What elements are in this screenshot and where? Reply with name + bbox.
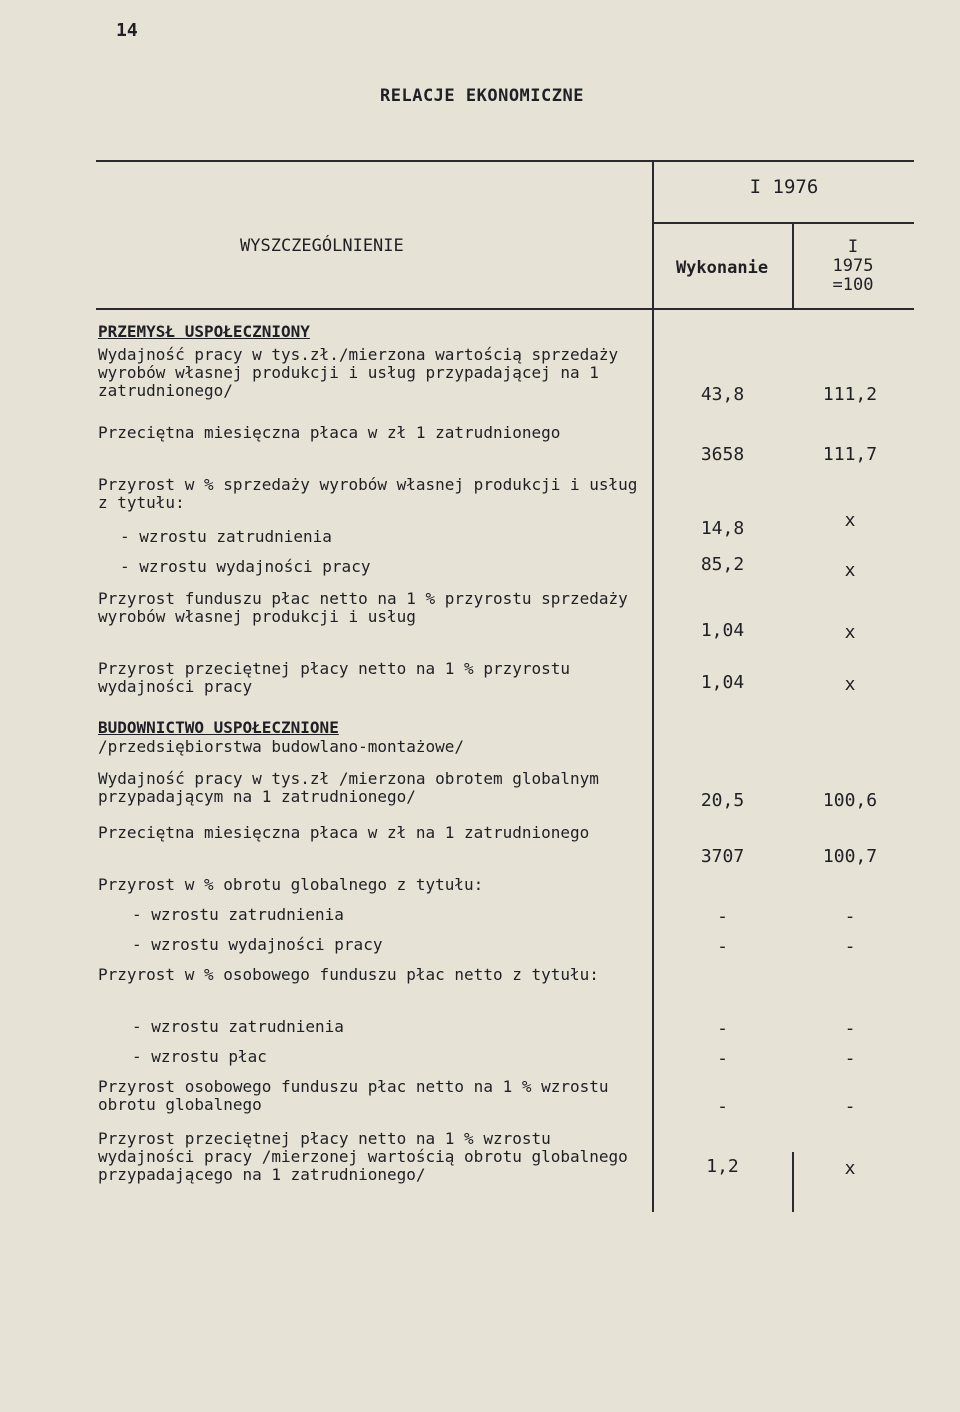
index-header-line1: I xyxy=(847,237,859,257)
row-label: Przyrost przeciętnej płacy netto na 1 % przyrostu wydajności pracy xyxy=(98,659,580,696)
row-value-execution: 3658 xyxy=(700,444,745,465)
row-label: Przyrost w % obrotu globalnego z tytułu: xyxy=(98,875,484,894)
header-bottom-rule xyxy=(96,308,914,310)
row-value-index: - xyxy=(844,936,856,957)
row-value-index: x xyxy=(844,622,856,643)
row-label: Przyrost osobowego funduszu płac netto na 1 % wzrostu obrotu globalnego xyxy=(98,1077,619,1114)
row-value-execution: 1,04 xyxy=(700,620,745,641)
row-label: Przeciętna miesięczna płaca w zł na 1 zatrudnionego xyxy=(98,823,590,842)
row-value-execution: - xyxy=(717,1096,728,1117)
row-value-index: - xyxy=(844,1096,856,1117)
row-value-index: - xyxy=(844,906,856,927)
row-value-index: - xyxy=(844,1048,856,1069)
row-label: - wzrostu wydajności pracy xyxy=(120,557,371,576)
row-value-execution: 3707 xyxy=(700,846,745,867)
row-value-index: 100,7 xyxy=(822,846,878,867)
row-value-execution: 1,2 xyxy=(706,1156,739,1177)
column-header-description: WYSZCZEGÓLNIENIE xyxy=(240,236,404,256)
row-value-execution: 85,2 xyxy=(700,554,745,575)
column-header-index xyxy=(794,238,912,295)
section-title: BUDOWNICTWO USPOŁECZNIONE xyxy=(98,718,339,737)
row-value-execution: - xyxy=(717,1048,728,1069)
row-value-execution: - xyxy=(717,936,728,957)
table-top-rule xyxy=(96,160,914,162)
row-value-execution: 14,8 xyxy=(700,518,745,539)
row-value-index: x xyxy=(844,510,856,531)
header-subrule xyxy=(652,222,914,224)
column-group-header: I 1976 xyxy=(749,176,819,198)
row-value-index: 100,6 xyxy=(822,790,878,811)
row-label: - wzrostu wydajności pracy xyxy=(132,935,383,954)
index-header-line2: 1975 xyxy=(832,256,874,276)
row-label: - wzrostu zatrudnienia xyxy=(120,527,332,546)
row-label: Przyrost w % osobowego funduszu płac netto z tytułu: xyxy=(98,965,599,984)
index-header-line3: =100 xyxy=(832,275,874,295)
column-header-execution: Wykonanie xyxy=(675,258,769,278)
table-col-divider-1 xyxy=(652,162,654,1212)
row-value-execution: - xyxy=(717,1018,728,1039)
row-value-execution: 1,04 xyxy=(700,672,745,693)
row-label: Przyrost w % sprzedaży wyrobów własnej produkcji i usług z tytułu: xyxy=(98,475,648,512)
row-label: Przeciętna miesięczna płaca w zł 1 zatrudnionego xyxy=(98,423,561,442)
running-title: RELACJE EKONOMICZNE xyxy=(380,86,584,106)
page-number: 14 xyxy=(116,20,138,41)
row-label: - wzrostu płac xyxy=(132,1047,267,1066)
row-label: - wzrostu zatrudnienia xyxy=(132,905,344,924)
row-label: - wzrostu zatrudnienia xyxy=(132,1017,344,1036)
row-value-index: 111,7 xyxy=(822,444,878,465)
row-label: Przyrost funduszu płac netto na 1 % przyrostu sprzedaży wyrobów własnej produkcji i usług xyxy=(98,589,638,626)
row-value-index: x xyxy=(844,1158,856,1179)
row-value-index: - xyxy=(844,1018,856,1039)
row-value-execution: 20,5 xyxy=(700,790,745,811)
row-value-execution: - xyxy=(717,906,728,927)
section-title: PRZEMYSŁ USPOŁECZNIONY xyxy=(98,322,310,341)
row-value-index: x xyxy=(844,674,856,695)
row-label: Wydajność pracy w tys.zł./mierzona wartością sprzedaży wyrobów własnej produkcji i usług przypadającej na 1 zatrudnionego/ xyxy=(98,345,628,400)
row-label: Wydajność pracy w tys.zł /mierzona obrotem globalnym przypadającym na 1 zatrudnionego/ xyxy=(98,769,609,806)
row-value-index: x xyxy=(844,560,856,581)
section-subtitle: /przedsiębiorstwa budowlano-montażowe/ xyxy=(98,737,465,756)
row-value-execution: 43,8 xyxy=(700,384,745,405)
row-value-index: 111,2 xyxy=(822,384,878,405)
row-label: Przyrost przeciętnej płacy netto na 1 % wzrostu wydajności pracy /mierzonej wartością obrotu globalnego przypadającego na 1 zatrudnionego/ xyxy=(98,1129,638,1184)
